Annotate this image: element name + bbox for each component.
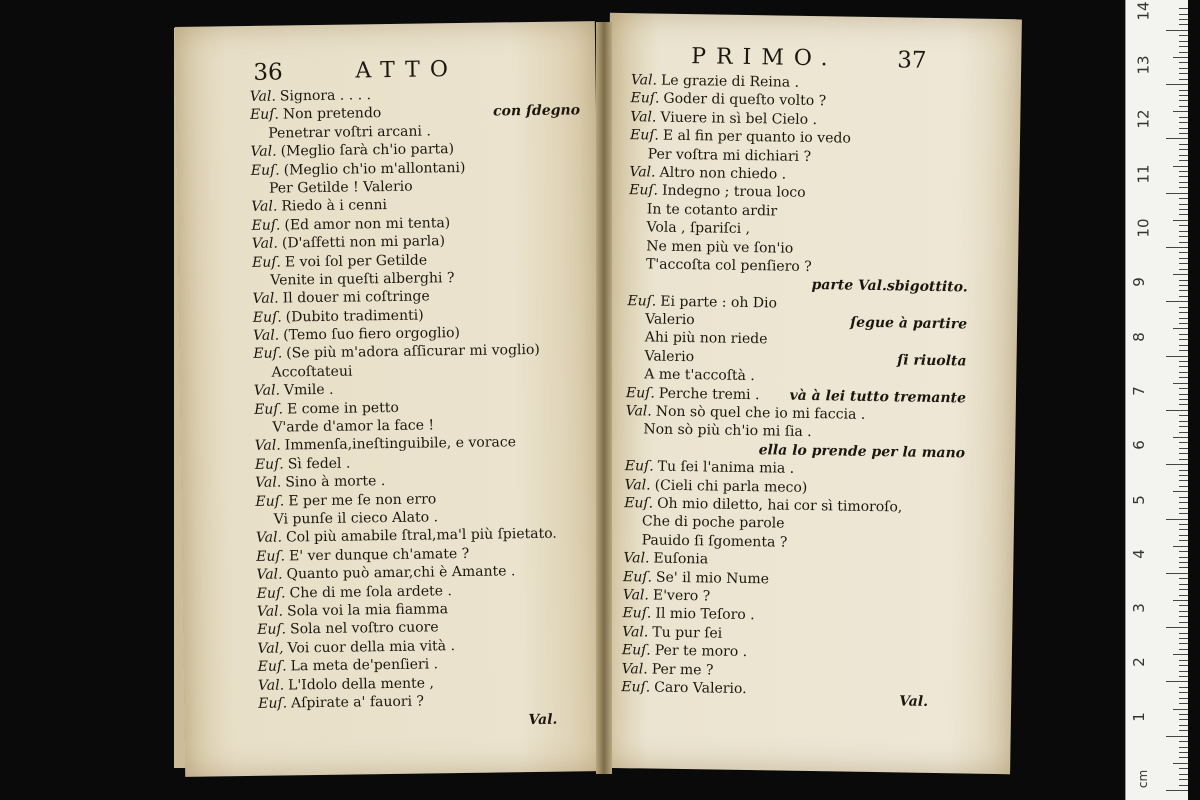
line-text: Accoſtateui xyxy=(271,363,353,381)
ruler-tick xyxy=(1179,442,1188,443)
ruler-tick xyxy=(1179,350,1188,351)
ruler-tick xyxy=(1179,79,1188,80)
ruler-tick xyxy=(1173,166,1188,167)
speaker-label: Euſ. xyxy=(629,182,659,199)
speaker-label: Euſ. xyxy=(627,292,657,310)
stage-direction: parte Val.sbigottito. xyxy=(811,277,968,296)
ruler-tick xyxy=(1179,388,1188,389)
ruler-tick xyxy=(1179,231,1188,232)
line-text: Viuere in sì bel Cielo . xyxy=(660,109,818,128)
ruler-tick xyxy=(1179,149,1188,150)
ruler-tick xyxy=(1179,513,1188,514)
ruler-tick xyxy=(1179,774,1188,775)
line-text: Sino à morte . xyxy=(285,473,386,491)
speaker-label: Euſ. xyxy=(256,585,286,602)
ruler-tick xyxy=(1179,698,1188,699)
speaker-label: Val. xyxy=(629,164,656,181)
ruler-tick xyxy=(1179,307,1188,308)
speaker-label: Val. xyxy=(251,198,278,216)
speaker-label: Val. xyxy=(255,474,282,492)
ruler-tick xyxy=(1179,703,1188,704)
line-text: Per te moro . xyxy=(654,642,748,661)
dialogue-line xyxy=(258,690,588,713)
ruler-tick xyxy=(1179,100,1188,101)
line-text: Caro Valerio. xyxy=(654,679,747,697)
ruler-tick xyxy=(1166,790,1188,791)
line-text: (D'aſfetti non mi parla) xyxy=(281,233,446,252)
ruler-tick xyxy=(1179,258,1188,259)
speaker-label: Euſ. xyxy=(630,90,660,107)
line-text: Vmile . xyxy=(283,382,334,399)
speaker-label: Val. xyxy=(250,143,277,161)
line-text: Oh mio diletto, hai cor sì timoroſo, xyxy=(657,495,903,516)
line-text: Aſpirate a' fauori ? xyxy=(291,693,425,712)
ruler-tick xyxy=(1179,269,1188,270)
speaker-label: Euſ. xyxy=(250,162,280,179)
speaker-label: Val. xyxy=(625,403,652,420)
ruler-tick xyxy=(1179,204,1188,205)
speaker-label: Euſ. xyxy=(254,456,284,473)
page-number: 36 xyxy=(253,59,283,86)
speaker-label: Val. xyxy=(256,566,283,584)
speaker-label: Val. xyxy=(622,623,649,641)
speaker-label: Euſ. xyxy=(258,695,288,712)
line-text: Riedo à i cenni xyxy=(281,197,388,215)
ruler-tick xyxy=(1179,551,1188,552)
ruler-tick xyxy=(1179,214,1188,215)
ruler-number: 10 xyxy=(1134,218,1153,238)
line-text: La meta de'penſieri . xyxy=(290,656,439,675)
ruler-tick xyxy=(1179,171,1188,172)
line-text: L'Idolo della mente , xyxy=(287,674,435,693)
ruler-tick xyxy=(1179,768,1188,769)
ruler-number: 2 xyxy=(1129,657,1148,668)
ruler-tick xyxy=(1179,719,1188,720)
ruler-tick xyxy=(1179,595,1188,596)
line-text: Immenſa,ineſtinguibile, e vorace xyxy=(284,434,517,454)
line-text: Venite in queſti alberghi ? xyxy=(270,269,455,289)
line-text: Vi punſe il cieco Alato . xyxy=(273,509,439,528)
ruler-tick xyxy=(1173,57,1188,58)
speaker-label: Euſ. xyxy=(624,495,654,512)
ruler-tick xyxy=(1179,730,1188,731)
ruler-tick xyxy=(1179,725,1188,726)
ruler-tick xyxy=(1173,763,1188,764)
ruler-tick xyxy=(1166,627,1188,628)
open-book xyxy=(172,6,1032,781)
page-number: 37 xyxy=(897,47,927,74)
ruler-tick xyxy=(1179,133,1188,134)
book-gutter xyxy=(596,22,612,774)
ruler-tick xyxy=(1179,345,1188,346)
ruler-tick xyxy=(1166,301,1188,302)
ruler-tick xyxy=(1179,128,1188,129)
ruler-tick xyxy=(1173,709,1188,710)
ruler-tick xyxy=(1179,225,1188,226)
line-text: V'arde d'amor la face ! xyxy=(272,417,435,436)
ruler-tick xyxy=(1179,633,1188,634)
speaker-label: Val. xyxy=(257,677,285,694)
ruler-tick xyxy=(1179,747,1188,748)
speaker-label: Val, xyxy=(257,640,284,657)
ruler-tick xyxy=(1179,605,1188,606)
ruler-tick xyxy=(1179,676,1188,677)
line-text: Sola voi la mia fiamma xyxy=(286,601,449,620)
line-text: Col più amabile ſtral,ma'l più ſpietato. xyxy=(285,526,557,546)
ruler-number: 4 xyxy=(1129,549,1148,559)
ruler-tick xyxy=(1179,209,1188,210)
ruler-number: 14 xyxy=(1134,1,1153,21)
ruler-tick xyxy=(1166,464,1188,465)
line-text: E come in petto xyxy=(286,399,399,418)
ruler-number: 3 xyxy=(1129,603,1148,613)
ruler-number: 1 xyxy=(1129,711,1148,722)
line-text: (Meglio ſarà ch'io parta) xyxy=(280,141,455,160)
speaker-label: Val. xyxy=(630,108,657,126)
ruler-tick xyxy=(1179,290,1188,291)
ruler-number: 12 xyxy=(1134,109,1153,129)
speaker-label: Euſ. xyxy=(254,401,284,418)
ruler-tick xyxy=(1179,665,1188,666)
line-text: E' ver dunque ch'amate ? xyxy=(288,545,470,565)
ruler-tick xyxy=(1179,508,1188,509)
ruler-number: 11 xyxy=(1134,164,1153,184)
ruler-tick xyxy=(1179,187,1188,188)
speaker-label: Euſ. xyxy=(249,106,280,124)
speaker-label: Euſ. xyxy=(251,254,282,271)
line-text: Non pretendo xyxy=(282,105,382,123)
ruler-tick xyxy=(1179,584,1188,585)
line-text: Valerio xyxy=(645,311,695,329)
ruler-tick xyxy=(1173,437,1188,438)
line-text: Che di poche parole xyxy=(641,513,785,532)
line-text: E voi ſol per Getilde xyxy=(284,251,428,270)
line-text: Ne men più ve ſon'io xyxy=(646,237,794,257)
line-text: Goder di queſto volto ? xyxy=(663,91,827,110)
speaker-label: Val. xyxy=(251,235,279,253)
speaker-label: Euſ. xyxy=(257,621,287,639)
line-text: Tu pur ſei xyxy=(652,624,723,642)
ruler-tick xyxy=(1179,741,1188,742)
line-text: Le grazie di Reina . xyxy=(660,72,800,91)
ruler-tick xyxy=(1179,24,1188,25)
line-text: Non sò più ch'io mi ſia . xyxy=(643,421,812,441)
ruler-tick xyxy=(1166,681,1188,682)
ruler-tick xyxy=(1179,296,1188,297)
ruler-tick xyxy=(1173,220,1188,221)
ruler-tick xyxy=(1179,616,1188,617)
ruler-tick xyxy=(1166,519,1188,520)
ruler-tick xyxy=(1179,236,1188,237)
ruler-tick xyxy=(1179,535,1188,536)
ruler-tick xyxy=(1179,502,1188,503)
ruler-tick xyxy=(1179,497,1188,498)
line-text: In te cotanto ardir xyxy=(646,201,778,220)
line-text: Sì fedel . xyxy=(287,455,351,473)
line-text: Euſonia xyxy=(653,550,709,568)
line-text: Indegno ; troua loco xyxy=(661,182,806,202)
speaker-label: Val. xyxy=(630,72,658,89)
stage-direction: ella lo prende per la mano xyxy=(758,442,966,462)
ruler-tick xyxy=(1179,752,1188,753)
speaker-label: Euſ. xyxy=(624,458,654,475)
speaker-label: Val. xyxy=(622,587,650,604)
ruler-tick xyxy=(1166,573,1188,574)
ruler-tick xyxy=(1173,654,1188,655)
left-page xyxy=(175,21,605,777)
ruler-tick xyxy=(1179,660,1188,661)
ruler-tick xyxy=(1179,160,1188,161)
ruler-tick xyxy=(1179,714,1188,715)
ruler-tick xyxy=(1179,578,1188,579)
line-text: (Ed amor non mi tenta) xyxy=(284,214,451,234)
line-text: Altro non chiedo . xyxy=(659,164,787,183)
ruler-tick xyxy=(1179,524,1188,525)
line-text: (Se più m'adora aſſicurar mi voglio) xyxy=(286,342,540,362)
ruler-tick xyxy=(1166,736,1188,737)
ruler-tick xyxy=(1179,46,1188,47)
ruler-tick xyxy=(1179,198,1188,199)
ruler-tick xyxy=(1179,394,1188,395)
ruler-number: 8 xyxy=(1129,331,1148,342)
line-text: Sola nel voſtro cuore xyxy=(289,619,439,638)
ruler-tick xyxy=(1179,35,1188,36)
ruler-tick xyxy=(1179,366,1188,367)
line-text: (Dubito tradimenti) xyxy=(285,307,424,326)
speaker-label: Euſ. xyxy=(629,127,660,144)
ruler-tick xyxy=(1179,486,1188,487)
ruler-tick xyxy=(1179,453,1188,454)
ruler-number: 5 xyxy=(1129,494,1148,505)
scale-ruler xyxy=(1125,0,1188,800)
ruler-tick xyxy=(1179,68,1188,69)
ruler-tick xyxy=(1179,62,1188,63)
ruler-tick xyxy=(1179,52,1188,53)
ruler-tick xyxy=(1179,372,1188,373)
ruler-tick xyxy=(1179,106,1188,107)
ruler-tick xyxy=(1179,687,1188,688)
stage-direction: ſi riuolta xyxy=(897,352,967,370)
line-text: (Meglio ch'io m'allontani) xyxy=(283,159,466,179)
line-text: Il douer mi coſtringe xyxy=(282,288,430,307)
line-text: Ei parte : oh Dio xyxy=(660,293,778,312)
ruler-tick xyxy=(1179,529,1188,530)
ruler-tick xyxy=(1179,692,1188,693)
speaker-label: Val. xyxy=(624,476,651,494)
line-text: Che di me ſola ardete . xyxy=(289,582,453,601)
ruler-tick xyxy=(1179,41,1188,42)
ruler-tick xyxy=(1179,318,1188,319)
catchword: Val. xyxy=(528,711,558,729)
ruler-tick xyxy=(1179,90,1188,91)
speaker-label: Val. xyxy=(623,550,650,567)
ruler-tick xyxy=(1179,73,1188,74)
ruler-tick xyxy=(1179,480,1188,481)
ruler-number: 6 xyxy=(1129,440,1148,450)
ruler-tick xyxy=(1179,312,1188,313)
speaker-label: Val. xyxy=(252,327,280,344)
ruler-tick xyxy=(1179,339,1188,340)
line-text: Signora . . . . xyxy=(279,87,372,105)
ruler-tick xyxy=(1179,557,1188,558)
line-text: Se' il mio Nume xyxy=(655,569,770,587)
line-text: A me t'accoſtà . xyxy=(644,366,755,385)
ruler-tick xyxy=(1179,589,1188,590)
ruler-tick xyxy=(1179,671,1188,672)
stage-direction: con ſdegno xyxy=(492,102,581,120)
ruler-tick xyxy=(1179,779,1188,780)
ruler-tick xyxy=(1179,426,1188,427)
ruler-tick xyxy=(1179,144,1188,145)
ruler-tick xyxy=(1179,263,1188,264)
ruler-tick xyxy=(1173,328,1188,329)
ruler-tick xyxy=(1179,421,1188,422)
ruler-tick xyxy=(1166,410,1188,411)
ruler-tick xyxy=(1179,285,1188,286)
ruler-tick xyxy=(1166,30,1188,31)
ruler-tick xyxy=(1166,84,1188,85)
ruler-tick xyxy=(1166,138,1188,139)
ruler-tick xyxy=(1179,470,1188,471)
speaker-label: Euſ. xyxy=(252,309,282,326)
line-text: (Cieli chi parla meco) xyxy=(654,477,808,496)
line-text: Vola , ſpariſci , xyxy=(646,219,751,238)
ruler-unit: cm xyxy=(1136,769,1151,789)
ruler-tick xyxy=(1179,19,1188,20)
ruler-number: 13 xyxy=(1134,55,1153,75)
line-text: Per Getilde ! Valerio xyxy=(268,178,413,197)
speaker-label: Euſ. xyxy=(255,493,285,510)
right-page xyxy=(598,13,1022,774)
ruler-tick xyxy=(1179,182,1188,183)
ruler-tick xyxy=(1179,567,1188,568)
ruler-tick xyxy=(1179,540,1188,541)
ruler-tick xyxy=(1179,757,1188,758)
ruler-tick xyxy=(1179,323,1188,324)
ruler-tick xyxy=(1179,649,1188,650)
line-text: E per me ſe non erro xyxy=(288,490,437,510)
ruler-tick xyxy=(1179,638,1188,639)
speaker-label: Val. xyxy=(249,88,276,105)
ruler-tick xyxy=(1173,111,1188,112)
dialogue-lines xyxy=(621,71,971,702)
line-text: Perche tremi . xyxy=(658,385,760,403)
ruler-tick xyxy=(1173,600,1188,601)
line-text: Pauido ſi ſgomenta ? xyxy=(641,532,788,551)
ruler-tick xyxy=(1179,459,1188,460)
line-text: Valerio xyxy=(644,348,695,366)
ruler-tick xyxy=(1179,14,1188,15)
speaker-label: Val. xyxy=(255,529,283,547)
line-text: Per voſtra mi dichiari ? xyxy=(647,145,812,165)
ruler-tick xyxy=(1179,432,1188,433)
speaker-label: Euſ. xyxy=(253,345,283,363)
dialogue-lines xyxy=(250,83,589,713)
ruler-tick xyxy=(1179,252,1188,253)
running-head: PRIMO. xyxy=(691,44,838,72)
ruler-tick xyxy=(1179,643,1188,644)
line-text: T'accoſta col penſiero ? xyxy=(645,256,812,275)
ruler-tick xyxy=(1179,8,1188,9)
ruler-tick xyxy=(1179,399,1188,400)
ruler-scale xyxy=(1126,0,1188,800)
line-text: Per me ? xyxy=(651,661,714,679)
catchword: Val. xyxy=(899,693,929,710)
stage-direction: ſegue à partire xyxy=(850,314,968,333)
ruler-tick xyxy=(1179,377,1188,378)
ruler-tick xyxy=(1179,622,1188,623)
speaker-label: Euſ. xyxy=(622,568,653,586)
ruler-tick xyxy=(1179,176,1188,177)
ruler-tick xyxy=(1179,155,1188,156)
ruler-number: 7 xyxy=(1129,386,1148,396)
ruler-tick xyxy=(1179,785,1188,786)
ruler-tick xyxy=(1173,546,1188,547)
ruler-tick xyxy=(1179,562,1188,563)
ruler-tick xyxy=(1179,280,1188,281)
line-text: Non sò quel che io mi faccia . xyxy=(655,403,866,423)
line-text: Quanto può amar,chi è Amante . xyxy=(286,563,516,583)
line-text: Penetrar voſtri arcani . xyxy=(268,123,431,142)
ruler-tick xyxy=(1173,491,1188,492)
line-text: Ahi più non riede xyxy=(644,329,768,348)
stage-direction: và à lei tutto tremante xyxy=(789,387,967,407)
speaker-label: Euſ. xyxy=(251,217,281,234)
line-text: E al fin per quanto io vedo xyxy=(662,127,851,147)
ruler-number: 9 xyxy=(1129,277,1148,288)
ruler-tick xyxy=(1179,611,1188,612)
speaker-label: Euſ. xyxy=(621,678,651,696)
ruler-tick xyxy=(1173,274,1188,275)
ruler-tick xyxy=(1179,334,1188,335)
running-head: ATTO xyxy=(355,57,459,84)
ruler-tick xyxy=(1173,383,1188,384)
ruler-tick xyxy=(1179,242,1188,243)
ruler-tick xyxy=(1166,247,1188,248)
line-text: (Temo ſuo fiero orgoglio) xyxy=(283,325,461,344)
ruler-tick xyxy=(1179,475,1188,476)
speaker-label: Euſ. xyxy=(621,642,651,659)
line-text: Il mio Teſoro . xyxy=(655,605,755,624)
ruler-tick xyxy=(1179,404,1188,405)
line-text: Tu ſei l'anima mia . xyxy=(657,458,795,477)
speaker-label: Euſ. xyxy=(622,605,652,622)
ruler-tick xyxy=(1166,356,1188,357)
speaker-label: Val. xyxy=(256,603,284,620)
ruler-tick xyxy=(1179,415,1188,416)
line-text: Voi cuor della mia vità . xyxy=(287,637,456,657)
ruler-tick xyxy=(1179,122,1188,123)
ruler-tick xyxy=(1179,95,1188,96)
speaker-label: Val. xyxy=(254,437,281,455)
speaker-label: Euſ. xyxy=(625,384,655,402)
speaker-label: Val. xyxy=(253,382,281,400)
speaker-label: Val. xyxy=(252,290,279,308)
ruler-tick xyxy=(1166,193,1188,194)
line-text: E'vero ? xyxy=(652,587,711,605)
speaker-label: Euſ. xyxy=(257,658,287,675)
ruler-tick xyxy=(1179,448,1188,449)
ruler-tick xyxy=(1179,361,1188,362)
ruler-tick xyxy=(1179,117,1188,118)
speaker-label: Euſ. xyxy=(256,548,286,565)
speaker-label: Val. xyxy=(621,660,648,677)
